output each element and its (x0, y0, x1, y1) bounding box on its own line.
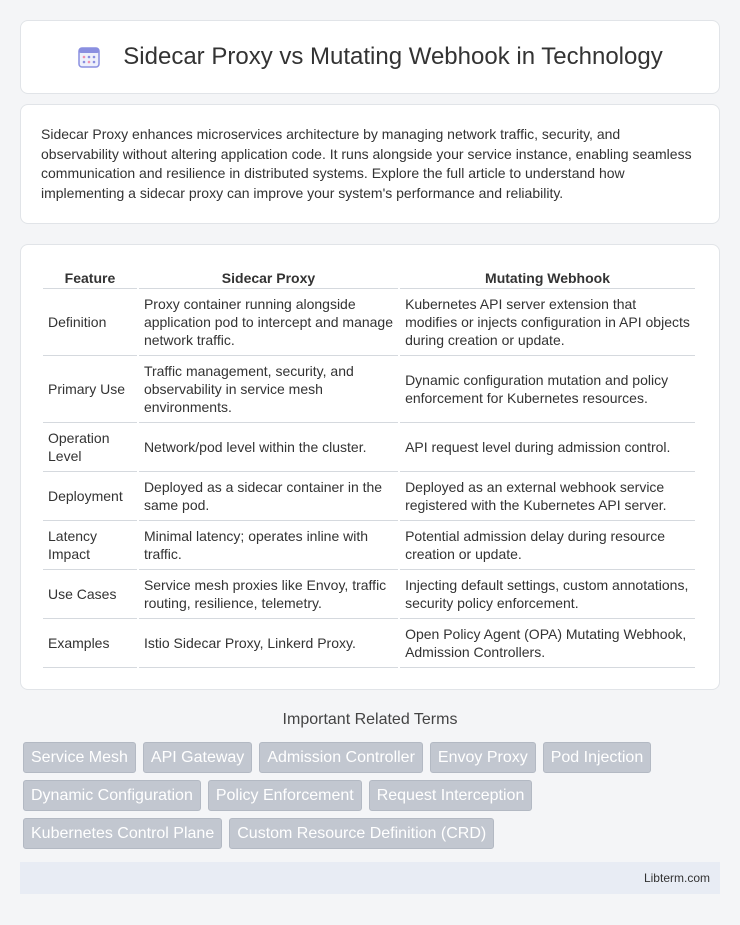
table-row (43, 289, 695, 356)
header-card (20, 20, 720, 94)
tag-row (23, 818, 723, 849)
comparison-table (41, 265, 697, 668)
row-sidecar: Traffic management, security, and observability in service mesh environments. (139, 356, 398, 423)
table-row (43, 619, 695, 668)
related-terms-title: Important Related Terms (282, 711, 458, 728)
tag-request-interception[interactable]: Request Interception (369, 780, 533, 811)
row-sidecar: Network/pod level within the cluster. (139, 423, 398, 472)
row-feature: Latency Impact (43, 521, 137, 570)
tag-kubernetes-control-plane[interactable]: Kubernetes Control Plane (23, 818, 222, 849)
intro-card (20, 104, 720, 224)
row-feature: Operation Level (43, 423, 137, 472)
footer (20, 862, 720, 894)
header-sidecar-proxy: Sidecar Proxy (139, 265, 398, 289)
table-row (43, 472, 695, 521)
row-sidecar: Minimal latency; operates inline with traffic. (139, 521, 398, 570)
row-feature: Deployment (43, 472, 137, 521)
page-title: Sidecar Proxy vs Mutating Webhook in Technology (123, 43, 663, 70)
table-row (43, 521, 695, 570)
tag-dynamic-configuration[interactable]: Dynamic Configuration (23, 780, 201, 811)
tag-policy-enforcement[interactable]: Policy Enforcement (208, 780, 362, 811)
tag-custom-resource-definition[interactable]: Custom Resource Definition (CRD) (229, 818, 494, 849)
row-webhook: Dynamic configuration mutation and policy enforcement for Kubernetes resources. (400, 356, 695, 423)
header-feature: Feature (43, 265, 137, 289)
table-header-row (43, 265, 695, 289)
table-row (43, 423, 695, 472)
comparison-table-card (20, 244, 720, 690)
tag-row (23, 742, 723, 773)
tag-api-gateway[interactable]: API Gateway (143, 742, 252, 773)
tag-pod-injection[interactable]: Pod Injection (543, 742, 652, 773)
calendar-icon (77, 45, 101, 69)
row-sidecar: Deployed as a sidecar container in the same pod. (139, 472, 398, 521)
intro-text: Sidecar Proxy enhances microservices architecture by managing network traffic, security, and observability without altering application code. It runs alongside your service instance, enabling seamless communication and resilience in distributed systems. Explore the full article to understand how implementing a sidecar proxy can improve your system's performance and reliability. (41, 126, 692, 201)
tag-admission-controller[interactable]: Admission Controller (259, 742, 423, 773)
header-mutating-webhook: Mutating Webhook (400, 265, 695, 289)
row-webhook: Kubernetes API server extension that modifies or injects configuration in API objects during creation or update. (400, 289, 695, 356)
tag-envoy-proxy[interactable]: Envoy Proxy (430, 742, 536, 773)
tag-service-mesh[interactable]: Service Mesh (23, 742, 136, 773)
row-webhook: Deployed as an external webhook service registered with the Kubernetes API server. (400, 472, 695, 521)
row-sidecar: Service mesh proxies like Envoy, traffic routing, resilience, telemetry. (139, 570, 398, 619)
row-feature: Primary Use (43, 356, 137, 423)
footer-site-link[interactable]: Libterm.com (643, 871, 710, 885)
row-sidecar: Proxy container running alongside application pod to intercept and manage network traffic. (139, 289, 398, 356)
table-row (43, 356, 695, 423)
row-feature: Definition (43, 289, 137, 356)
row-webhook: Injecting default settings, custom annotations, security policy enforcement. (400, 570, 695, 619)
row-sidecar: Istio Sidecar Proxy, Linkerd Proxy. (139, 619, 398, 668)
row-feature: Examples (43, 619, 137, 668)
related-terms-tags (23, 742, 723, 856)
table-row (43, 570, 695, 619)
row-webhook: API request level during admission control. (400, 423, 695, 472)
row-webhook: Open Policy Agent (OPA) Mutating Webhook, Admission Controllers. (400, 619, 695, 668)
row-feature: Use Cases (43, 570, 137, 619)
row-webhook: Potential admission delay during resource creation or update. (400, 521, 695, 570)
tag-row (23, 780, 723, 811)
